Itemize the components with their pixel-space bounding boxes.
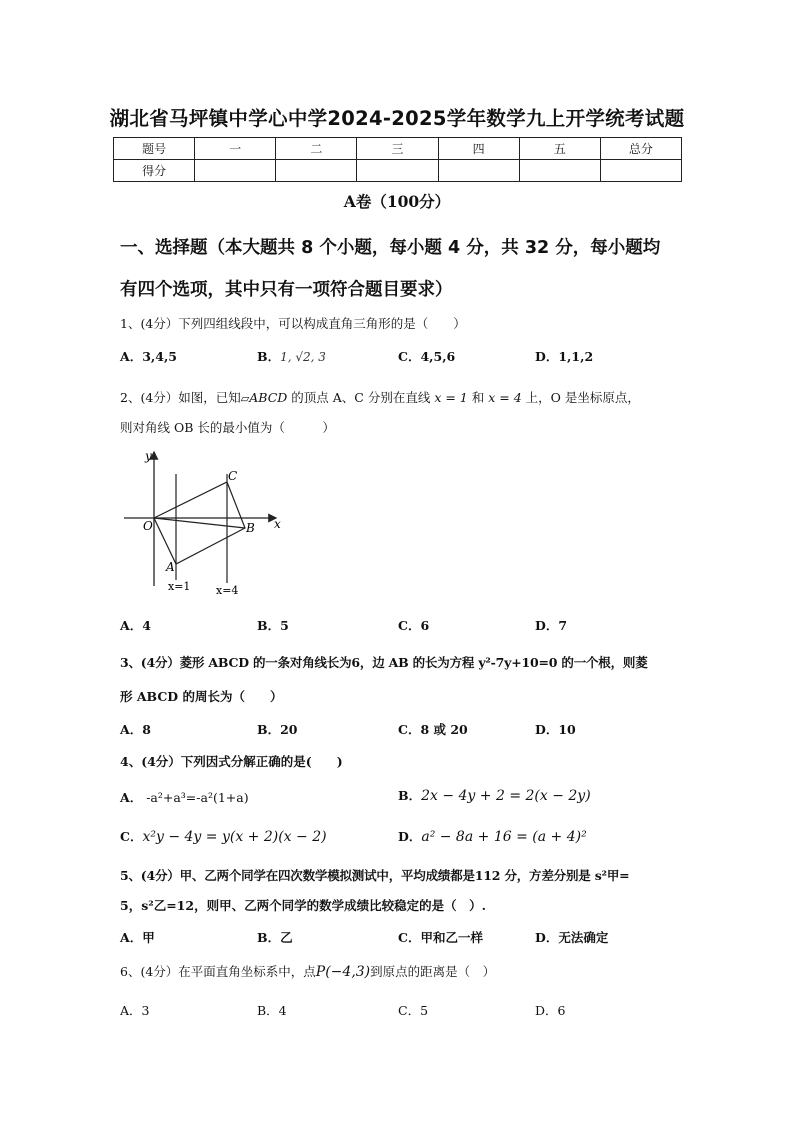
option-text: A．3,4,5 — [120, 349, 177, 364]
option-text: B．4 — [257, 1003, 287, 1018]
label-a: A — [166, 560, 175, 574]
q6-text: 到原点的距离是（ ） — [370, 964, 496, 979]
option-text: A．8 — [120, 722, 151, 737]
option-label: D． — [398, 829, 422, 844]
q2-math-x1: x = 1 — [434, 390, 468, 405]
option-text: D．6 — [535, 1003, 566, 1018]
q6-option-b — [257, 1001, 287, 1019]
diagonal-ob — [154, 518, 245, 528]
q2-text: 2、(4分）如图，已知 — [120, 390, 241, 405]
q5-option-b — [257, 928, 293, 946]
question-1-stem: 1、(4分）下列四组线段中，可以构成直角三角形的是（ ） — [120, 316, 466, 331]
option-text: D．7 — [535, 618, 568, 633]
question-4-stem: 4、(4分）下列因式分解正确的是( ) — [120, 754, 343, 769]
score-cell: 总分 — [600, 138, 681, 160]
score-cell-empty — [276, 160, 357, 182]
option-text: B．5 — [257, 618, 289, 633]
q4-option-a-math: -a²+a³=-a²(1+a) — [146, 790, 249, 805]
question-2-stem — [120, 388, 640, 406]
question-5-line2: 5，s²乙=12，则甲、乙两个同学的数学成绩比较稳定的是（ ）. — [120, 898, 486, 913]
option-text: A．4 — [120, 618, 151, 633]
score-cell: 五 — [519, 138, 600, 160]
section-1-line: 有四个选项，其中只有一项符合题目要求） — [120, 280, 453, 300]
q3-option-d — [535, 720, 576, 738]
option-text: D．无法确定 — [535, 930, 609, 945]
q5-option-a — [120, 928, 155, 946]
q2-text: 的顶点 A、C 分别在直线 — [291, 390, 431, 405]
label-x-eq-1: x=1 — [168, 580, 191, 593]
q3-option-b — [257, 720, 297, 738]
exam-title: 湖北省马坪镇中学心中学2024-2025学年数学九上开学统考试题 — [109, 107, 685, 130]
score-cell-empty — [438, 160, 519, 182]
q2-option-d — [535, 616, 567, 634]
label-o: O — [143, 519, 153, 533]
score-cell: 二 — [276, 138, 357, 160]
score-cell: 题号 — [114, 138, 195, 160]
option-label: B． — [398, 788, 422, 803]
parallelogram-icon: ▱ — [240, 392, 250, 405]
q3-option-c — [398, 720, 468, 738]
question-2-line2: 则对角线 OB 长的最小值为（ ） — [120, 420, 335, 435]
q3-option-a — [120, 720, 151, 738]
q6-option-d — [535, 1001, 565, 1019]
q2-text: 上，O 是坐标原点， — [525, 390, 640, 405]
score-cell: 四 — [438, 138, 519, 160]
option-text: C．8 或 20 — [398, 722, 468, 737]
score-table-header-row — [114, 138, 682, 160]
question-6-stem — [120, 962, 495, 980]
q5-option-d — [535, 928, 608, 946]
q4-option-c — [120, 827, 327, 845]
q6-option-a — [120, 1001, 149, 1019]
q6-text: 6、(4分）在平面直角坐标系中，点 — [120, 964, 316, 979]
score-table-score-row — [114, 160, 682, 182]
score-cell: 一 — [195, 138, 276, 160]
q1-option-b — [257, 347, 326, 365]
q1-option-d — [535, 347, 593, 365]
q2-option-b — [257, 616, 289, 634]
score-table — [113, 137, 682, 182]
score-cell-empty — [357, 160, 438, 182]
label-y: y — [145, 449, 152, 463]
q4-option-a — [120, 788, 249, 806]
option-text: C．5 — [398, 1003, 429, 1018]
option-text: A．3 — [120, 1003, 150, 1018]
question-3-line1: 3、(4分）菱形 ABCD 的一条对角线长为6，边 AB 的长为方程 y²-7y+10=0 的一个根，则菱 — [120, 655, 648, 670]
section-1-line: 一、选择题（本大题共 8 个小题，每小题 4 分，共 32 分，每小题均 — [120, 238, 661, 258]
label-x-eq-4: x=4 — [216, 584, 239, 597]
q4-option-d — [398, 827, 587, 845]
q2-text: 和 — [471, 390, 485, 405]
q5-option-c — [398, 928, 483, 946]
option-label: A． — [120, 790, 143, 805]
score-cell-empty — [519, 160, 600, 182]
question-5-line1: 5、(4分）甲、乙两个同学在四次数学模拟测试中，平均成绩都是112 分，方差分别是 s²甲= — [120, 868, 630, 883]
score-cell-empty — [195, 160, 276, 182]
option-text: D．10 — [535, 722, 576, 737]
q6-option-c — [398, 1001, 428, 1019]
label-x: x — [274, 517, 281, 531]
option-text: B．乙 — [257, 930, 293, 945]
q6-math-point: P(−4,3) — [315, 964, 371, 980]
option-text: B．20 — [257, 722, 298, 737]
q2-option-a — [120, 616, 151, 634]
q4-option-d-math: a² − 8a + 16 = (a + 4)² — [421, 829, 587, 845]
label-c: C — [228, 469, 238, 483]
option-label: C． — [120, 829, 143, 844]
section-a-heading: A卷（100分） — [343, 192, 451, 211]
option-text: D．1,1,2 — [535, 349, 594, 364]
score-cell: 三 — [357, 138, 438, 160]
q4-option-b-math: 2x − 4y + 2 = 2(x − 2y) — [421, 788, 591, 804]
q2-math-x4: x = 4 — [488, 390, 522, 405]
option-label: B． — [257, 349, 281, 364]
option-text: C．甲和乙一样 — [398, 930, 483, 945]
score-cell-empty — [600, 160, 681, 182]
q2-math-abcd: ABCD — [249, 390, 288, 405]
q4-option-c-math: x²y − 4y = y(x + 2)(x − 2) — [142, 829, 327, 845]
q2-figure — [118, 446, 288, 598]
q4-option-b — [398, 786, 591, 804]
option-text: C．4,5,6 — [398, 349, 456, 364]
option-text: C．6 — [398, 618, 430, 633]
question-3-line2: 形 ABCD 的周长为（ ） — [120, 689, 283, 704]
q2-option-c — [398, 616, 429, 634]
q1-option-b-math: 1, √2, 3 — [280, 350, 326, 364]
score-cell: 得分 — [114, 160, 195, 182]
q1-option-a — [120, 347, 177, 365]
section-1-heading — [120, 227, 690, 311]
option-text: A．甲 — [120, 930, 155, 945]
q1-option-c — [398, 347, 455, 365]
label-b: B — [246, 521, 255, 535]
